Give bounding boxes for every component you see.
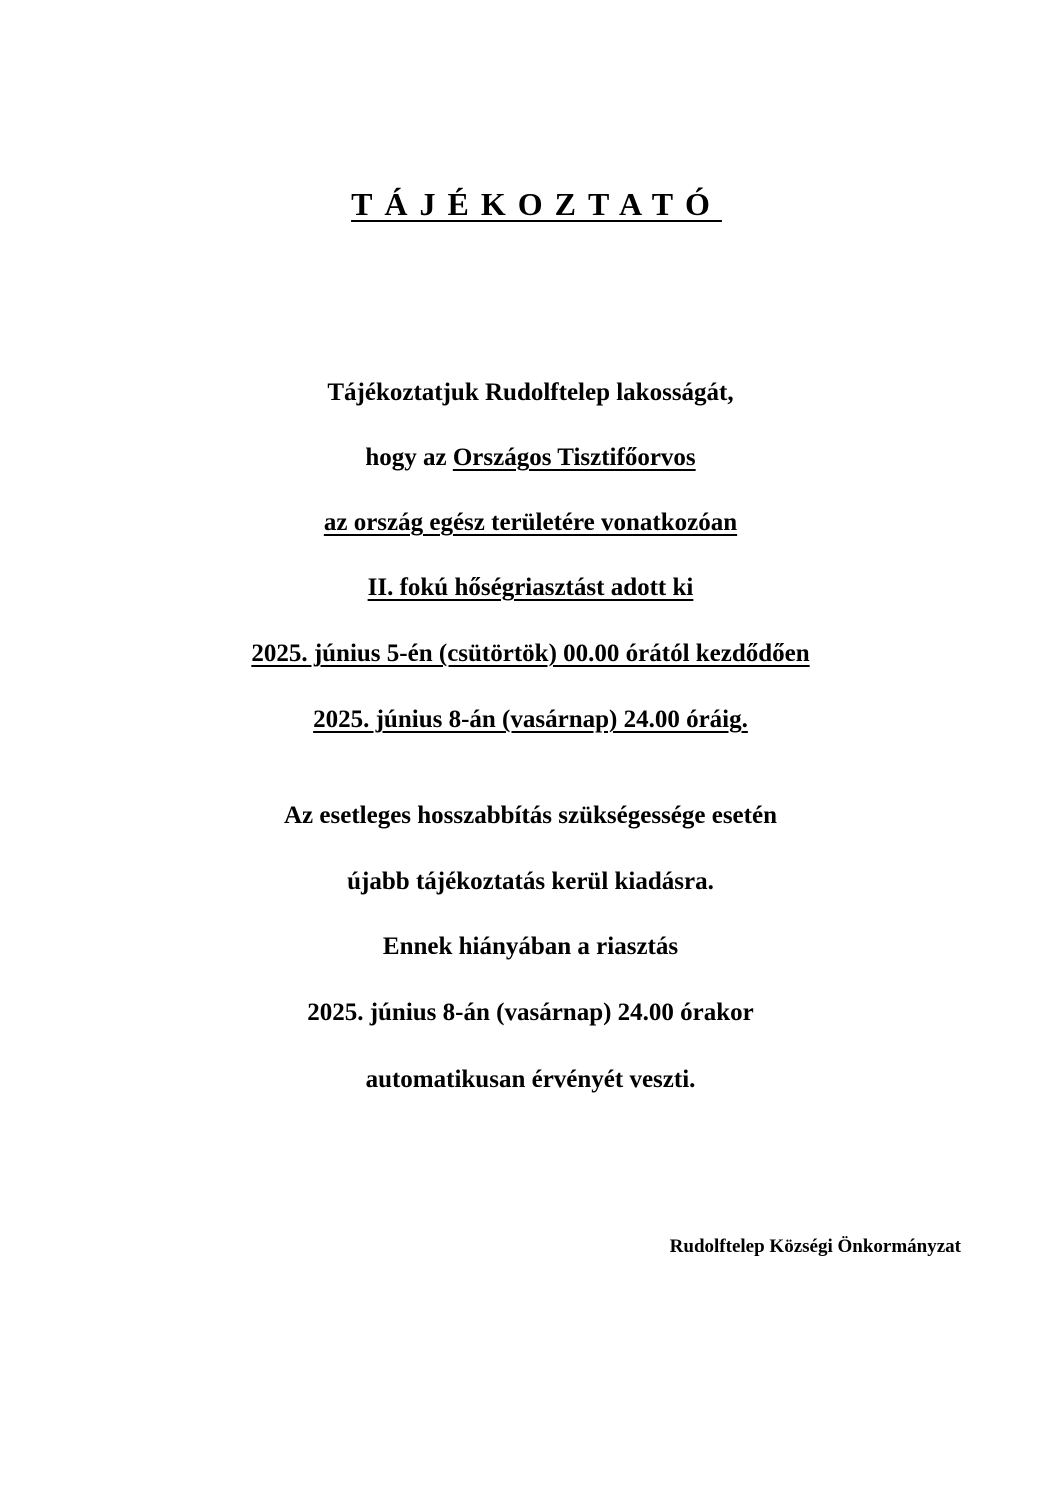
extension-line-5: automatikusan érvényét veszti. xyxy=(365,1066,696,1093)
extension-line-1: Az esetleges hosszabbítás szükségessége esetén xyxy=(284,802,777,829)
authority-name: Országos Tisztifőorvos xyxy=(452,444,696,471)
notice-line-1: Tájékoztatjuk Rudolftelep lakosságát, xyxy=(327,379,734,406)
document-title: TÁJÉKOZTATÓ xyxy=(351,186,722,222)
extension-line-4: 2025. június 8-án (vasárnap) 24.00 órakor xyxy=(307,999,754,1026)
signature: Rudolftelep Községi Önkormányzat xyxy=(669,1236,961,1257)
notice-line-3: az ország egész területére vonatkozóan xyxy=(323,509,738,536)
notice-line-4: II. fokú hőségriasztást adott ki xyxy=(367,574,694,601)
extension-line-3: Ennek hiányában a riasztás xyxy=(382,933,679,960)
notice-line-2: hogy az Országos Tisztifőorvos xyxy=(365,444,696,471)
extension-line-2: újabb tájékoztatás kerül kiadásra. xyxy=(347,868,714,895)
notice-line-6: 2025. június 8-án (vasárnap) 24.00 óráig. xyxy=(313,706,748,733)
notice-line-5: 2025. június 5-én (csütörtök) 00.00 órától kezdődően xyxy=(251,640,810,667)
